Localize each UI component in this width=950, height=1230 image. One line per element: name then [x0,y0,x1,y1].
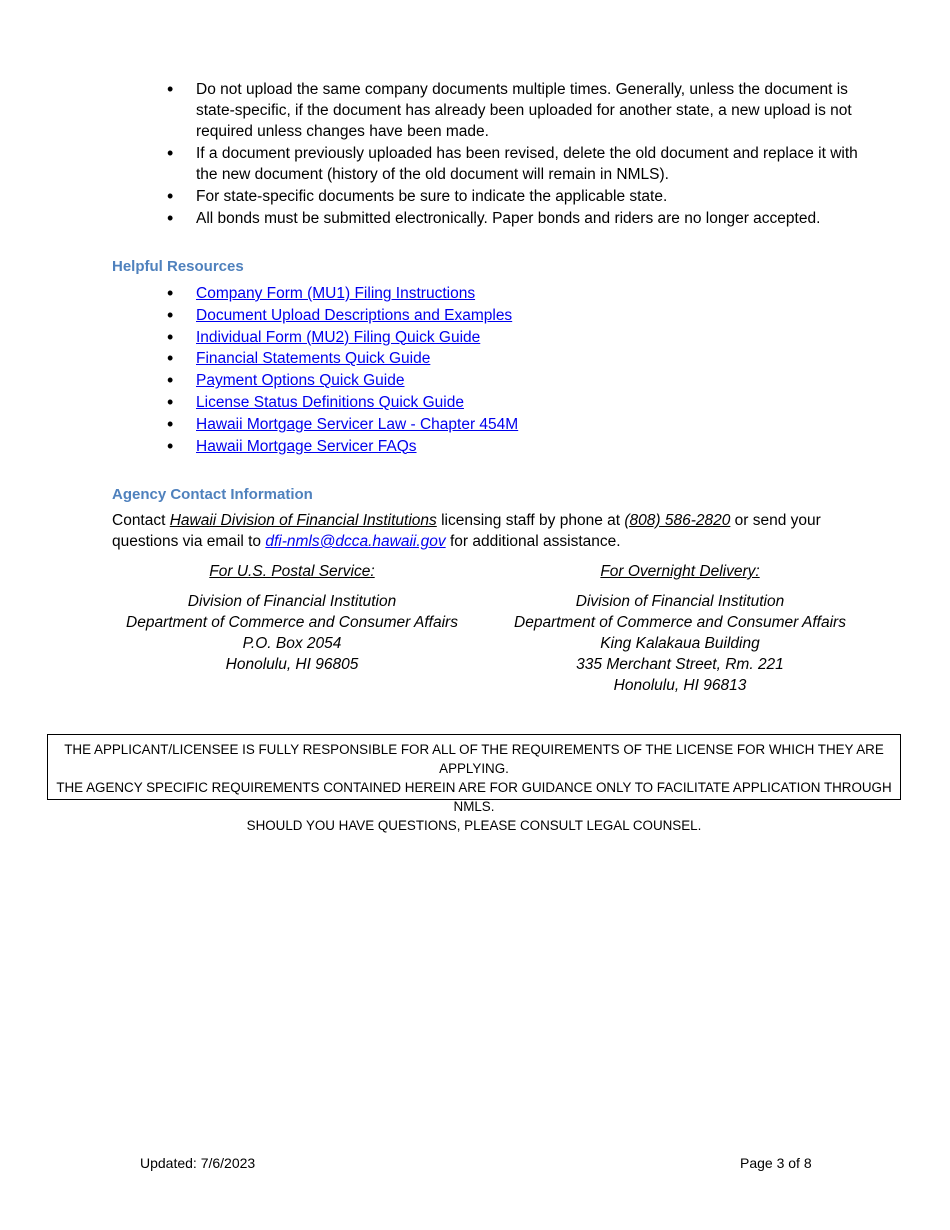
resource-item [112,305,712,326]
resource-link-mu2-guide[interactable]: Individual Form (MU2) Filing Quick Guide [196,328,481,346]
resource-link-mu1-instructions[interactable]: Company Form (MU1) Filing Instructions [196,285,476,302]
footer-page-number: Page 3 of 8 [740,1155,812,1171]
address-line: P.O. Box 2054 [242,635,342,652]
resource-item [112,327,712,348]
postal-address-heading: For U.S. Postal Service: [209,563,375,580]
address-line: Division of Financial Institution [575,593,785,610]
address-line: Department of Commerce and Consumer Affairs [514,614,846,631]
contact-text: for additional assistance. [445,533,621,550]
resource-item [112,283,712,304]
address-line: King Kalakaua Building [600,635,760,652]
resource-link-document-upload[interactable]: Document Upload Descriptions and Examples [196,306,513,324]
address-line: Division of Financial Institution [187,593,397,610]
resource-link-license-status[interactable]: License Status Definitions Quick Guide [196,393,464,411]
postal-address-block [102,561,482,675]
contact-text: licensing staff by phone at [436,512,625,529]
overnight-address-heading: For Overnight Delivery: [600,563,760,580]
resource-item [112,414,712,435]
resource-link-financial-statements[interactable]: Financial Statements Quick Guide [196,350,431,368]
address-line: Honolulu, HI 96805 [225,656,359,673]
agency-contact-paragraph [112,510,842,552]
agency-contact-heading: Agency Contact Information [112,486,313,503]
footer-updated-date: Updated: 7/6/2023 [140,1155,256,1171]
resource-link-servicer-faqs[interactable]: Hawaii Mortgage Servicer FAQs [196,437,417,455]
helpful-resources-heading: Helpful Resources [112,258,244,275]
address-line: Honolulu, HI 96813 [613,677,747,694]
agency-phone: (808) 586-2820 [624,512,731,529]
disclaimer-line: THE AGENCY SPECIFIC REQUIREMENTS CONTAINED HEREIN ARE FOR GUIDANCE ONLY TO FACILITATE APPLICATION THROUGH NMLS. [56,780,892,814]
resource-link-payment-options[interactable]: Payment Options Quick Guide [196,372,405,390]
disclaimer-line: SHOULD YOU HAVE QUESTIONS, PLEASE CONSULT LEGAL COUNSEL. [246,818,702,833]
agency-email-link[interactable]: dfi-nmls@dcca.hawaii.gov [265,533,446,550]
agency-name: Hawaii Division of Financial Institutions [169,512,437,529]
helpful-resources-list [112,283,712,457]
upload-guidelines-list [112,79,882,230]
guideline-item: • If a document previously uploaded has been revised, delete the old document and replace it with the new document (history of the old document will remain in NMLS). [112,143,882,185]
resource-item [112,370,712,391]
address-line: 335 Merchant Street, Rm. 221 [576,656,784,673]
contact-text: Contact [112,512,170,529]
legal-disclaimer-box [47,734,901,833]
guideline-item: • For state-specific documents be sure to indicate the applicable state. [112,186,882,207]
resource-item [112,436,712,457]
disclaimer-line: THE APPLICANT/LICENSEE IS FULLY RESPONSIBLE FOR ALL OF THE REQUIREMENTS OF THE LICENSE FOR WHICH THEY ARE APPLYING. [64,742,884,776]
overnight-address-block [490,561,870,696]
guideline-item: • Do not upload the same company documents multiple times. Generally, unless the document is state-specific, if the document has already been uploaded for another state, a new upload is not required unless changes have been made. [112,79,882,142]
address-line: Department of Commerce and Consumer Affairs [126,614,458,631]
resource-link-servicer-law[interactable]: Hawaii Mortgage Servicer Law - Chapter 454M [196,415,519,433]
resource-item [112,392,712,413]
resource-item [112,348,712,369]
contact-text: or send your questions via email to [112,512,821,550]
guideline-item: • All bonds must be submitted electronically. Paper bonds and riders are no longer accepted. [112,208,882,229]
